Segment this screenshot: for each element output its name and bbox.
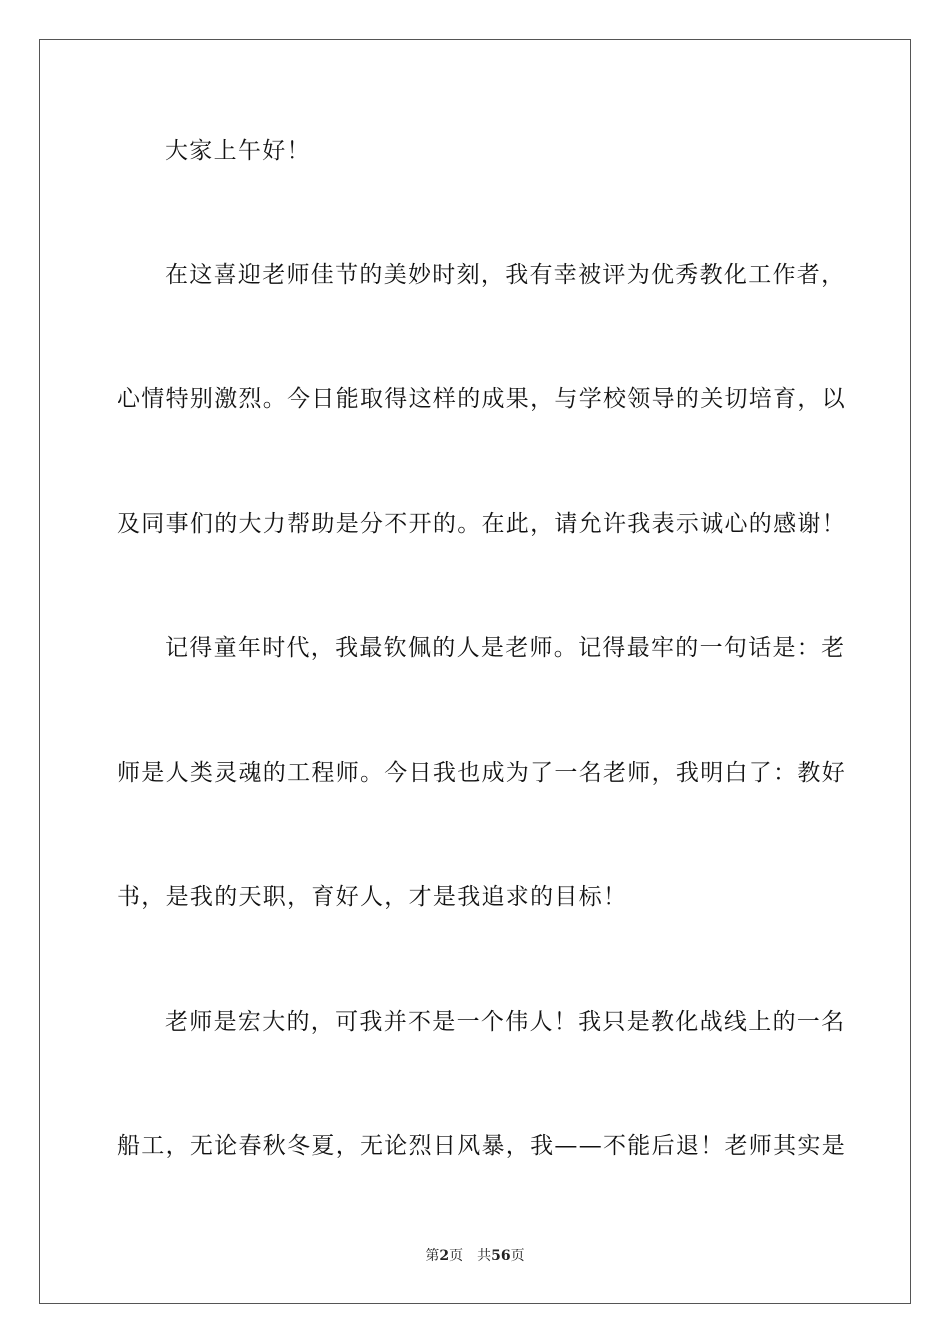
paragraph-line-3: 心情特别激烈。今日能取得这样的成果，与学校领导的关切培育，以 — [117, 386, 846, 412]
paragraph-line-4: 及同事们的大力帮助是分不开的。在此，请允许我表示诚心的感谢！ — [117, 511, 846, 537]
paragraph-line-9: 船工，无论春秋冬夏，无论烈日风暴，我——不能后退！老师其实是 — [117, 1133, 846, 1159]
paragraph-line-5: 记得童年时代，我最钦佩的人是老师。记得最牢的一句话是：老 — [165, 635, 846, 661]
footer-total-suffix: 页 — [510, 1248, 525, 1264]
paragraph-line-8: 老师是宏大的，可我并不是一个伟人！我只是教化战线上的一名 — [165, 1009, 846, 1035]
paragraph-line-7: 书，是我的天职，育好人，才是我追求的目标！ — [117, 884, 628, 910]
footer-total-pages: 56 — [491, 1248, 511, 1264]
footer-page-number: 2 — [439, 1248, 450, 1264]
footer-page-prefix: 第 — [425, 1248, 440, 1264]
page-border — [39, 39, 911, 1304]
paragraph-line-1: 大家上午好！ — [165, 138, 311, 164]
footer-total-prefix: 共 — [477, 1248, 492, 1264]
paragraph-line-6: 师是人类灵魂的工程师。今日我也成为了一名老师，我明白了：教好 — [117, 760, 846, 786]
footer-page-suffix: 页 — [449, 1248, 464, 1264]
page-footer — [0, 1246, 950, 1266]
paragraph-line-2: 在这喜迎老师佳节的美妙时刻，我有幸被评为优秀教化工作者， — [165, 262, 846, 288]
